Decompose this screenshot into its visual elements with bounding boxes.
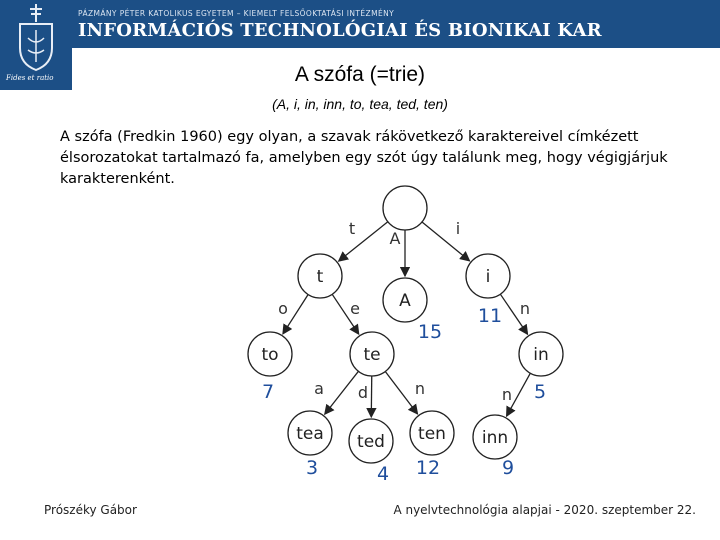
node-value-A: 15: [417, 321, 443, 343]
footer-course: A nyelvtechnológia alapjai - 2020. szeptember 22.: [393, 503, 696, 517]
edge-te-ten: [385, 372, 417, 414]
edge-root-t: [339, 222, 388, 261]
edge-label-to: o: [278, 299, 288, 318]
node-label-in: in: [533, 345, 549, 365]
slide-subtitle: (A, i, in, inn, to, tea, ted, ten): [272, 96, 448, 112]
edge-te-tea: [325, 371, 359, 414]
slide-title: A szófa (=trie): [294, 63, 426, 86]
motto: Fides et ratio: [6, 74, 54, 82]
node-value-to: 7: [261, 381, 275, 403]
edge-label-ted: d: [357, 383, 369, 402]
node-label-i: i: [485, 267, 491, 287]
edge-label-te: e: [350, 299, 360, 318]
node-label-ten: ten: [418, 424, 446, 444]
node-label-t: t: [316, 267, 324, 287]
faculty-name: INFORMÁCIÓS TECHNOLÓGIAI ÉS BIONIKAI KAR: [78, 20, 602, 41]
node-label-A: A: [399, 291, 411, 311]
edge-label-A: A: [389, 229, 401, 248]
node-value-ten: 12: [415, 457, 441, 479]
node-label-tea: tea: [296, 424, 324, 444]
footer-author: Prószéky Gábor: [44, 503, 137, 517]
edge-label-in: n: [519, 299, 531, 318]
node-value-ted: 4: [376, 463, 390, 485]
node-value-in: 5: [533, 381, 547, 403]
node-label-to: to: [261, 345, 279, 365]
edge-label-inn: n: [501, 385, 513, 404]
edge-root-i: [422, 222, 469, 261]
edge-label-tea: a: [314, 379, 324, 398]
edge-label-ten: n: [414, 379, 426, 398]
node-label-inn: inn: [481, 428, 509, 448]
node-value-inn: 9: [501, 457, 515, 479]
edge-label-i: i: [455, 219, 461, 238]
trie-node-root: [383, 186, 427, 230]
node-value-i: 11: [477, 305, 503, 327]
slide-body-text: A szófa (Fredkin 1960) egy olyan, a szavak rákövetkező karaktereivel címkézett élsorozatokat tartalmazó fa, amelyben egy szót úgy találunk meg, hogy végigjárjuk karakterenként.: [60, 129, 668, 187]
university-name: PÁZMÁNY PÉTER KATOLIKUS EGYETEM – KIEMELT FELSŐOKTATÁSI INTÉZMÉNY: [78, 9, 395, 18]
edge-label-t: t: [348, 219, 356, 238]
node-value-tea: 3: [305, 457, 319, 479]
node-label-te: te: [363, 345, 381, 365]
node-label-ted: ted: [357, 432, 385, 452]
